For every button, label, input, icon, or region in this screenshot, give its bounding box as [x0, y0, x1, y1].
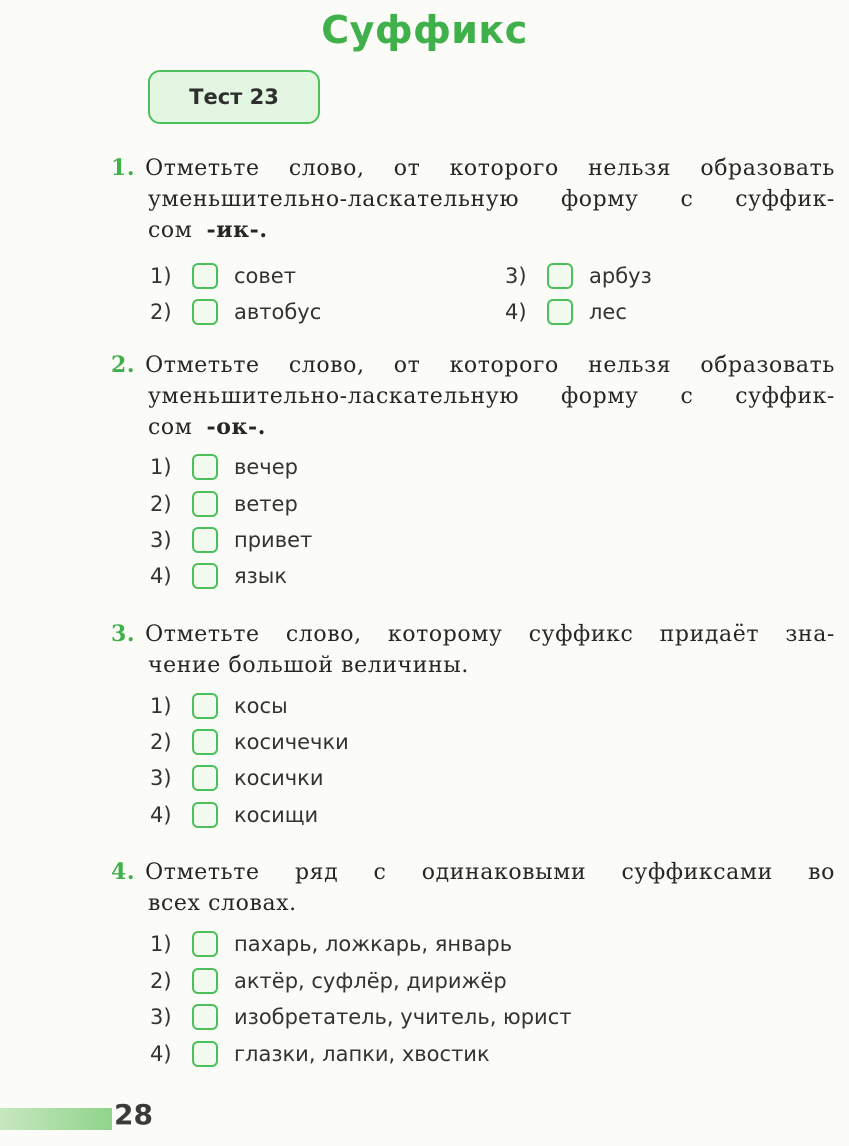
- question-number: 2.: [111, 352, 136, 378]
- question-2: [111, 350, 835, 443]
- answer-checkbox[interactable]: [547, 263, 573, 289]
- question-word: суффиксами: [621, 860, 773, 885]
- answer-checkbox[interactable]: [192, 729, 218, 755]
- option-text: косищи: [234, 803, 319, 827]
- answer-option[interactable]: [150, 522, 312, 558]
- answer-option[interactable]: [150, 486, 298, 522]
- question-number: 4.: [111, 859, 136, 885]
- question-word: уменьшительно-ласкательную: [148, 384, 520, 409]
- option-text: совет: [234, 264, 296, 288]
- question-word: форму: [560, 187, 639, 212]
- option-text: актёр, суфлёр, дирижёр: [234, 969, 507, 993]
- option-number: 4): [150, 803, 172, 827]
- option-number: 1): [150, 264, 172, 288]
- option-text: ветер: [234, 492, 298, 516]
- footer-bar: [0, 1108, 112, 1130]
- option-text: привет: [234, 528, 313, 552]
- answer-checkbox[interactable]: [192, 527, 218, 553]
- option-number: 1): [150, 932, 172, 956]
- question-word: суффикс: [528, 622, 634, 647]
- question-word: сом: [148, 218, 193, 243]
- question-line: чение большой величины.: [148, 653, 469, 678]
- suffix-term: -ик-.: [206, 217, 268, 243]
- question-word: зна-: [785, 622, 835, 647]
- question-word: одинаковыми: [421, 860, 587, 885]
- option-text: вечер: [234, 455, 298, 479]
- page-title: Суффикс: [321, 8, 528, 52]
- question-word: от: [393, 353, 421, 378]
- option-number: 2): [150, 300, 172, 324]
- question-word: Отметьте: [145, 622, 260, 647]
- question-word: слово,: [288, 156, 365, 181]
- question-word: уменьшительно-ласкательную: [148, 187, 520, 212]
- question-word: форму: [560, 384, 639, 409]
- option-number: 4): [505, 300, 527, 324]
- option-number: 3): [150, 766, 172, 790]
- answer-checkbox[interactable]: [192, 454, 218, 480]
- answer-option[interactable]: [150, 760, 323, 796]
- question-word: которого: [449, 353, 559, 378]
- option-text: арбуз: [589, 264, 652, 288]
- question-word: Отметьте: [145, 353, 260, 378]
- answer-checkbox[interactable]: [192, 1004, 218, 1030]
- question-word: с: [373, 860, 387, 885]
- question-1: [111, 153, 835, 246]
- answer-checkbox[interactable]: [192, 765, 218, 791]
- option-number: 3): [150, 528, 172, 552]
- option-text: автобус: [234, 300, 322, 324]
- question-word: суффик-: [735, 187, 835, 212]
- question-word: нельзя: [588, 353, 672, 378]
- option-number: 2): [150, 730, 172, 754]
- option-text: пахарь, ложкарь, январь: [234, 932, 513, 956]
- option-number: 2): [150, 969, 172, 993]
- question-word: ряд: [294, 860, 339, 885]
- question-word: во: [808, 860, 835, 885]
- question-word: образовать: [700, 156, 835, 181]
- question-3: [111, 619, 835, 681]
- answer-checkbox[interactable]: [547, 299, 573, 325]
- question-word: слово,: [288, 353, 365, 378]
- question-word: от: [393, 156, 421, 181]
- answer-option[interactable]: [505, 258, 652, 294]
- question-number: 3.: [111, 621, 136, 647]
- question-4: [111, 857, 835, 919]
- answer-checkbox[interactable]: [192, 968, 218, 994]
- option-number: 3): [150, 1005, 172, 1029]
- answer-option[interactable]: [150, 963, 507, 999]
- question-word: которого: [449, 156, 559, 181]
- option-number: 1): [150, 694, 172, 718]
- question-word: с: [680, 187, 694, 212]
- answer-option[interactable]: [150, 797, 318, 833]
- question-number: 1.: [111, 155, 136, 181]
- question-word: сом: [148, 415, 193, 440]
- answer-option[interactable]: [150, 999, 572, 1035]
- answer-option[interactable]: [150, 724, 349, 760]
- option-text: изобретатель, учитель, юрист: [234, 1005, 572, 1029]
- answer-option[interactable]: [150, 449, 298, 485]
- answer-checkbox[interactable]: [192, 491, 218, 517]
- question-word: нельзя: [588, 156, 672, 181]
- question-word: Отметьте: [145, 156, 260, 181]
- answer-checkbox[interactable]: [192, 693, 218, 719]
- question-word: придаёт: [659, 622, 760, 647]
- answer-option[interactable]: [150, 688, 288, 724]
- answer-option[interactable]: [505, 294, 627, 330]
- question-word: которому: [387, 622, 503, 647]
- option-text: глазки, лапки, хвостик: [234, 1042, 490, 1066]
- option-number: 2): [150, 492, 172, 516]
- question-word: суффик-: [735, 384, 835, 409]
- answer-option[interactable]: [150, 258, 296, 294]
- question-word: слово,: [285, 622, 362, 647]
- option-text: язык: [234, 564, 288, 588]
- option-number: 4): [150, 564, 172, 588]
- option-number: 4): [150, 1042, 172, 1066]
- suffix-term: -ок-.: [206, 414, 266, 440]
- test-badge: Тест 23: [148, 70, 320, 124]
- page-number: 28: [114, 1098, 153, 1131]
- answer-option[interactable]: [150, 1036, 490, 1072]
- option-text: лес: [589, 300, 627, 324]
- option-number: 3): [505, 264, 527, 288]
- answer-checkbox[interactable]: [192, 1041, 218, 1067]
- answer-checkbox[interactable]: [192, 563, 218, 589]
- answer-option[interactable]: [150, 558, 287, 594]
- answer-option[interactable]: [150, 926, 512, 962]
- question-line: всех словах.: [148, 891, 297, 916]
- answer-checkbox[interactable]: [192, 299, 218, 325]
- option-text: косы: [234, 694, 288, 718]
- option-text: косичечки: [234, 730, 349, 754]
- answer-checkbox[interactable]: [192, 263, 218, 289]
- question-word: образовать: [700, 353, 835, 378]
- answer-checkbox[interactable]: [192, 931, 218, 957]
- answer-option[interactable]: [150, 294, 321, 330]
- question-word: Отметьте: [145, 860, 260, 885]
- option-text: косички: [234, 766, 324, 790]
- question-word: с: [680, 384, 694, 409]
- answer-checkbox[interactable]: [192, 802, 218, 828]
- option-number: 1): [150, 455, 172, 479]
